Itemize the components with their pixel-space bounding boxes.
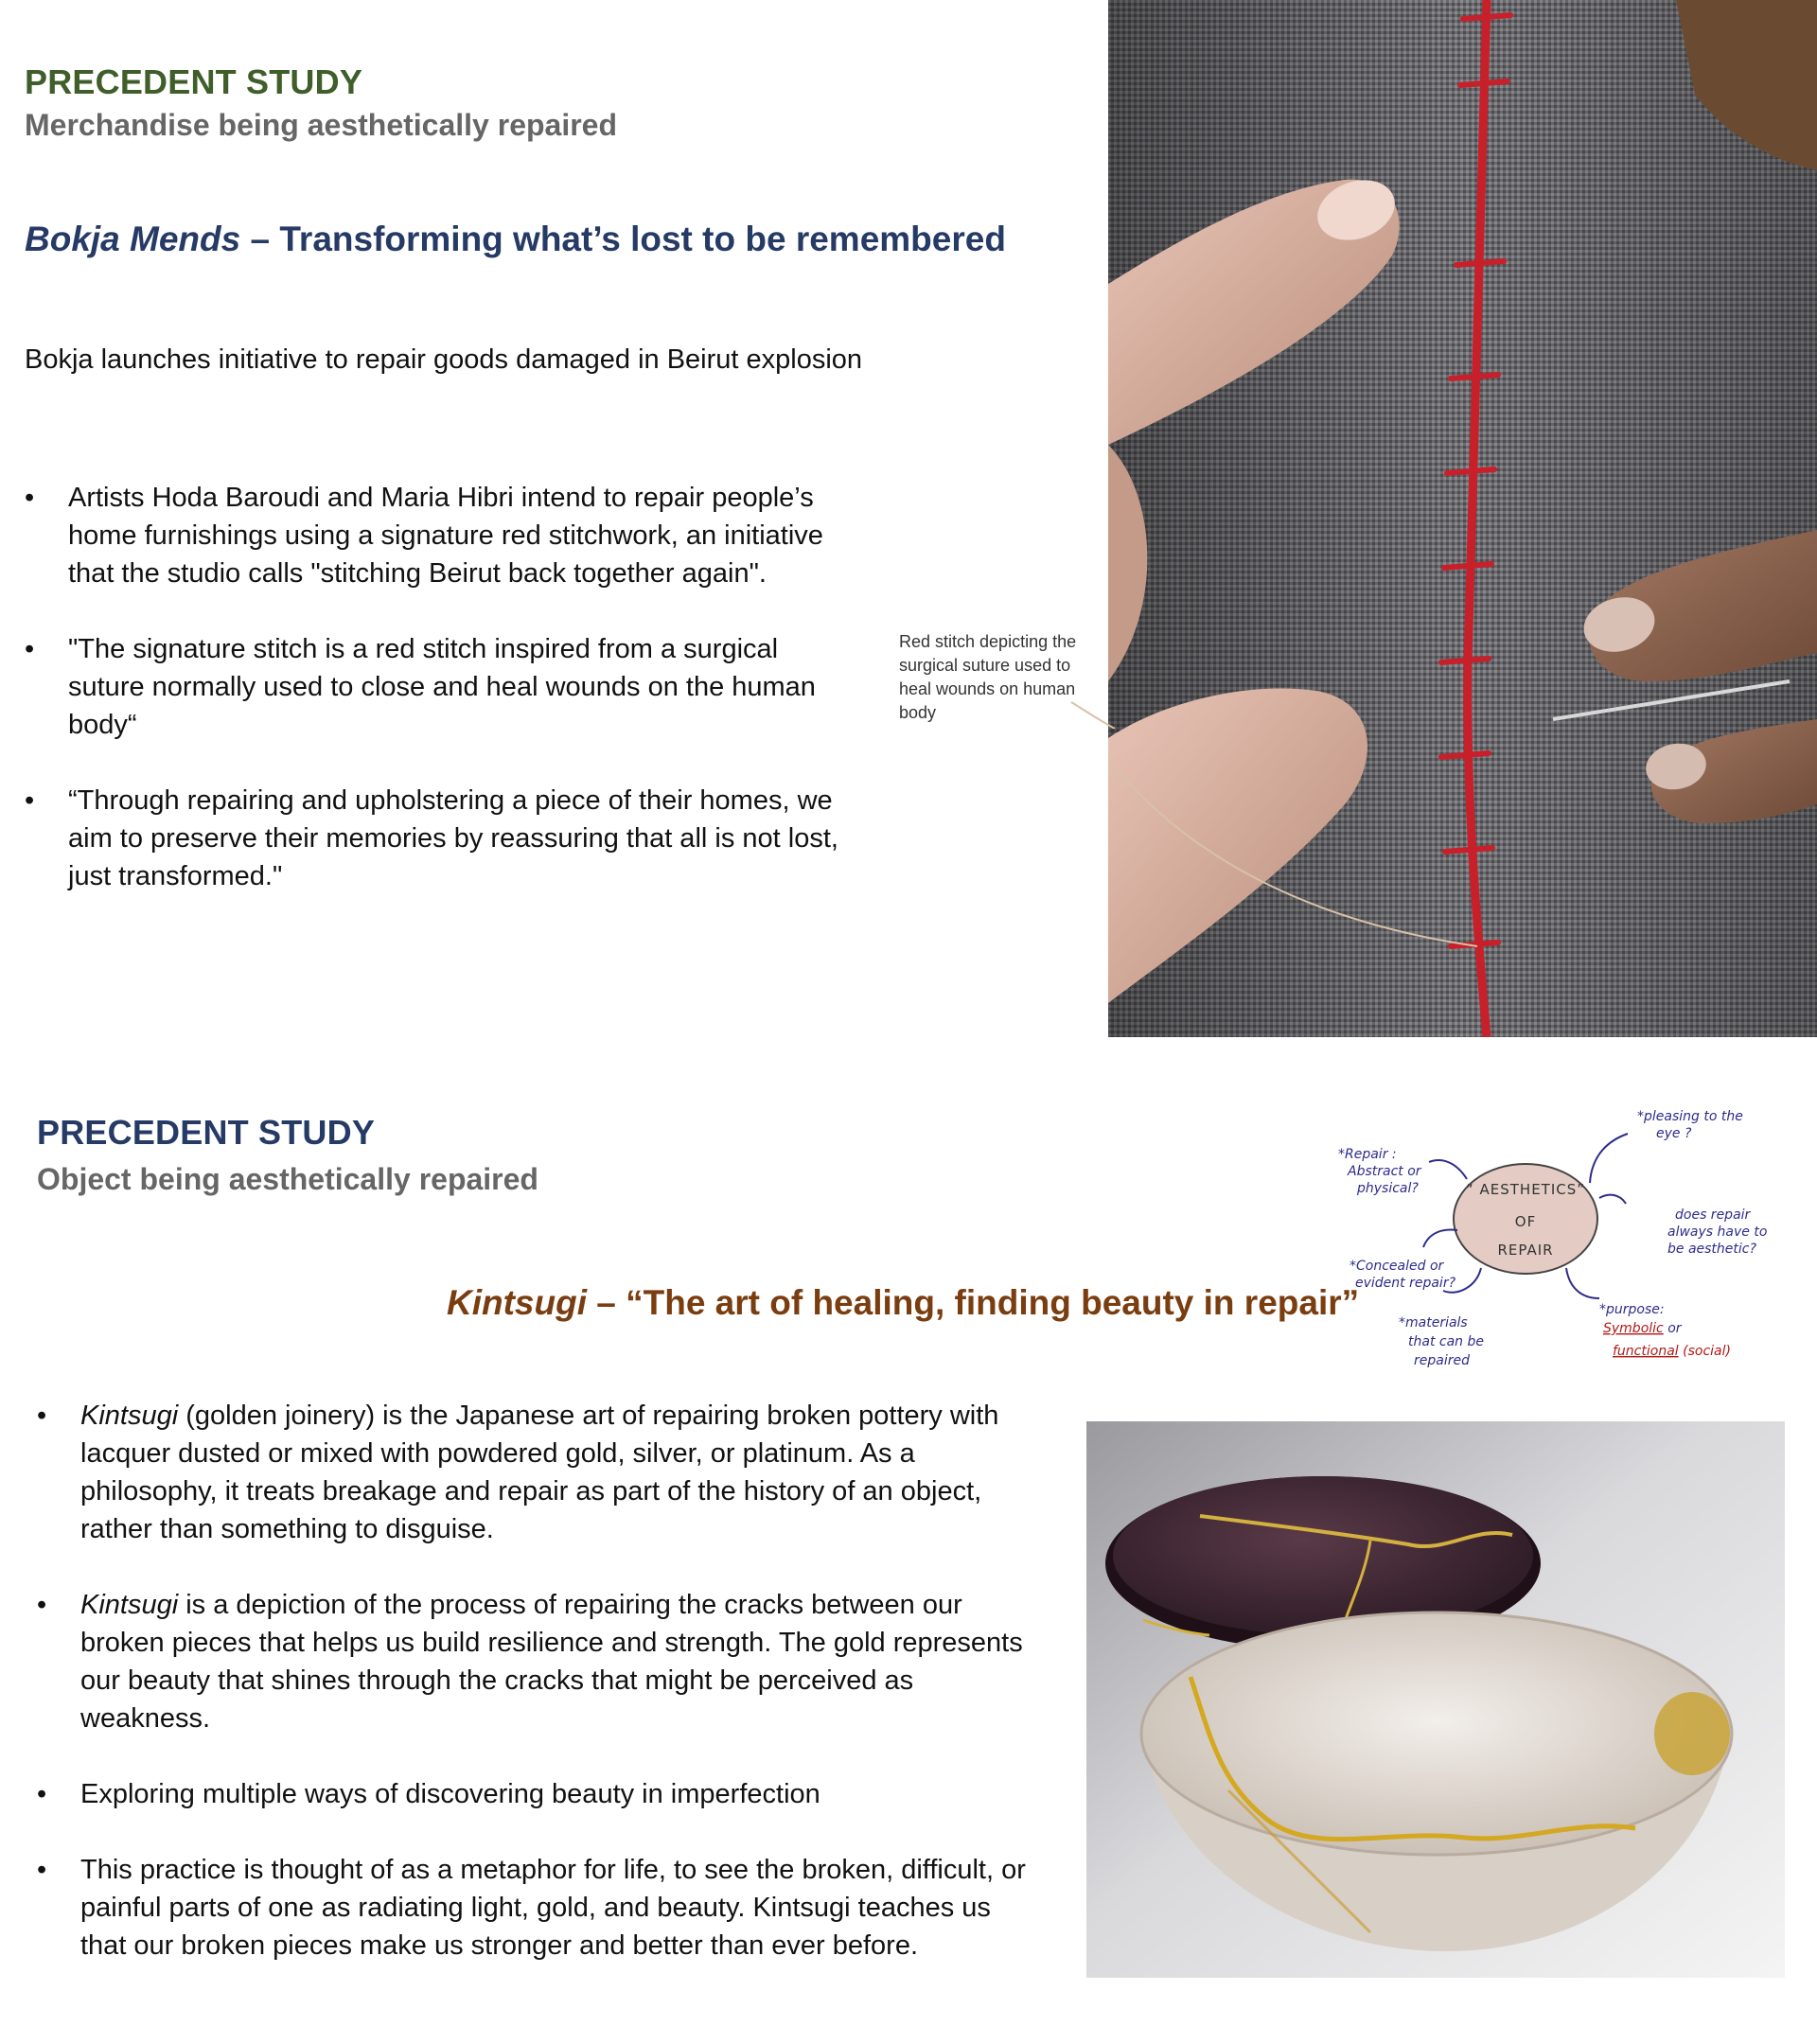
mindmap-node3-line1: does repair [1675, 1207, 1751, 1223]
kintsugi-photo [1086, 1421, 1785, 1978]
mindmap-center-line3: REPAIR [1497, 1242, 1554, 1259]
mindmap-node2-line2: eye ? [1656, 1126, 1692, 1141]
bullet-2-em: Kintsugi [80, 1590, 179, 1620]
aesthetics-mindmap [1325, 1088, 1798, 1391]
section1-bullets [25, 479, 848, 933]
bullet-4-text: This practice is thought of as a metaphor for life, to see the broken, difficult, or painful parts of one as radiating light, gold, and beauty. Kintsugi teaches us that our broken pieces make us stronger and better than ever before. [80, 1855, 1026, 1961]
section2-headline-rest: – “The art of healing, finding beauty in repair” [586, 1283, 1360, 1322]
bullet-3-text: Exploring multiple ways of discovering beauty in imperfection [80, 1779, 820, 1809]
section1-kicker: PRECEDENT STUDY [25, 62, 363, 101]
section2-kicker: PRECEDENT STUDY [37, 1113, 376, 1152]
section1-headline-em: Bokja Mends [25, 220, 241, 258]
mindmap-node6-line1: *purpose: [1599, 1302, 1665, 1317]
section2-headline-em: Kintsugi [447, 1283, 587, 1322]
mindmap-node1-line2: Abstract or [1348, 1164, 1421, 1179]
section1-headline [25, 220, 1006, 259]
stitch-photo [1108, 0, 1817, 1037]
section2-bullet-4 [37, 1851, 1031, 1965]
section1-bullet-3: • “Through repairing and upholstering a piece of their homes, we aim to preserve their memories by reassuring that all is not lost, just transformed." [25, 782, 848, 895]
section1-headline-rest: – Transforming what’s lost to be remembered [240, 220, 1006, 258]
section1-subtitle: Merchandise being aesthetically repaired [25, 108, 618, 142]
bullet-1-em: Kintsugi [80, 1401, 179, 1431]
mindmap-node6-social: (social) [1678, 1344, 1731, 1359]
section2-bullet-3 [37, 1775, 1031, 1813]
mindmap-center-line1: “ AESTHETICS” [1465, 1181, 1586, 1198]
mindmap-node3-line2: always have to [1667, 1225, 1768, 1240]
mindmap-node5-line2: that can be [1408, 1334, 1484, 1349]
bullet-1-text: (golden joinery) is the Japanese art of repairing broken pottery with lacquer dusted or mixed with powdered gold, silver, or platinum. As a philosophy, it treats breakage and repair as part of the history of an object, rather than something to disguise. [80, 1401, 999, 1544]
stitch-caption: Red stitch depicting the surgical suture used to heal wounds on human body [899, 632, 1077, 722]
mindmap-node1-line3: physical? [1357, 1181, 1419, 1196]
section1-bullet-2: • "The signature stitch is a red stitch inspired from a surgical suture normally used to close and heal wounds on the human body“ [25, 630, 848, 744]
mindmap-node6-line3 [1613, 1344, 1731, 1359]
mindmap-node5-line3: repaired [1414, 1353, 1470, 1368]
section2-bullets [37, 1397, 1031, 2002]
section2-headline [447, 1283, 1359, 1323]
caption-leader [1069, 700, 1117, 729]
mindmap-center-line2: OF [1514, 1213, 1537, 1230]
mindmap-node4-line1: *Concealed or [1350, 1259, 1444, 1274]
section2-bullet-1 [37, 1397, 1031, 1548]
mindmap-node6-line2 [1603, 1321, 1683, 1336]
mindmap-node6-symbolic: Symbolic [1603, 1321, 1664, 1336]
bullet-2-text: is a depiction of the process of repairing the cracks between our broken pieces that helps us build resilience and strength. The gold represents our beauty that shines through the cracks that might be perceived as weakness. [80, 1590, 1023, 1734]
mindmap-node3-line3: be aesthetic? [1667, 1242, 1756, 1257]
mindmap-node5-line1: *materials [1399, 1315, 1468, 1330]
mindmap-node6-functional: functional [1613, 1344, 1679, 1359]
mindmap-node6-or: or [1663, 1321, 1682, 1336]
section2-bullet-2 [37, 1586, 1031, 1737]
mindmap-node4-line2: evident repair? [1355, 1276, 1456, 1291]
mindmap-node1-line1: *Repair : [1338, 1147, 1397, 1162]
mindmap-node2-line1: *pleasing to the [1637, 1109, 1743, 1124]
section2-subtitle: Object being aesthetically repaired [37, 1162, 538, 1196]
section1-bullet-1: • Artists Hoda Baroudi and Maria Hibri intend to repair people’s home furnishings using a signature red stitchwork, an initiative that the studio calls "stitching Beirut back together again". [25, 479, 848, 592]
section1-lead: Bokja launches initiative to repair goods damaged in Beirut explosion [25, 344, 863, 375]
